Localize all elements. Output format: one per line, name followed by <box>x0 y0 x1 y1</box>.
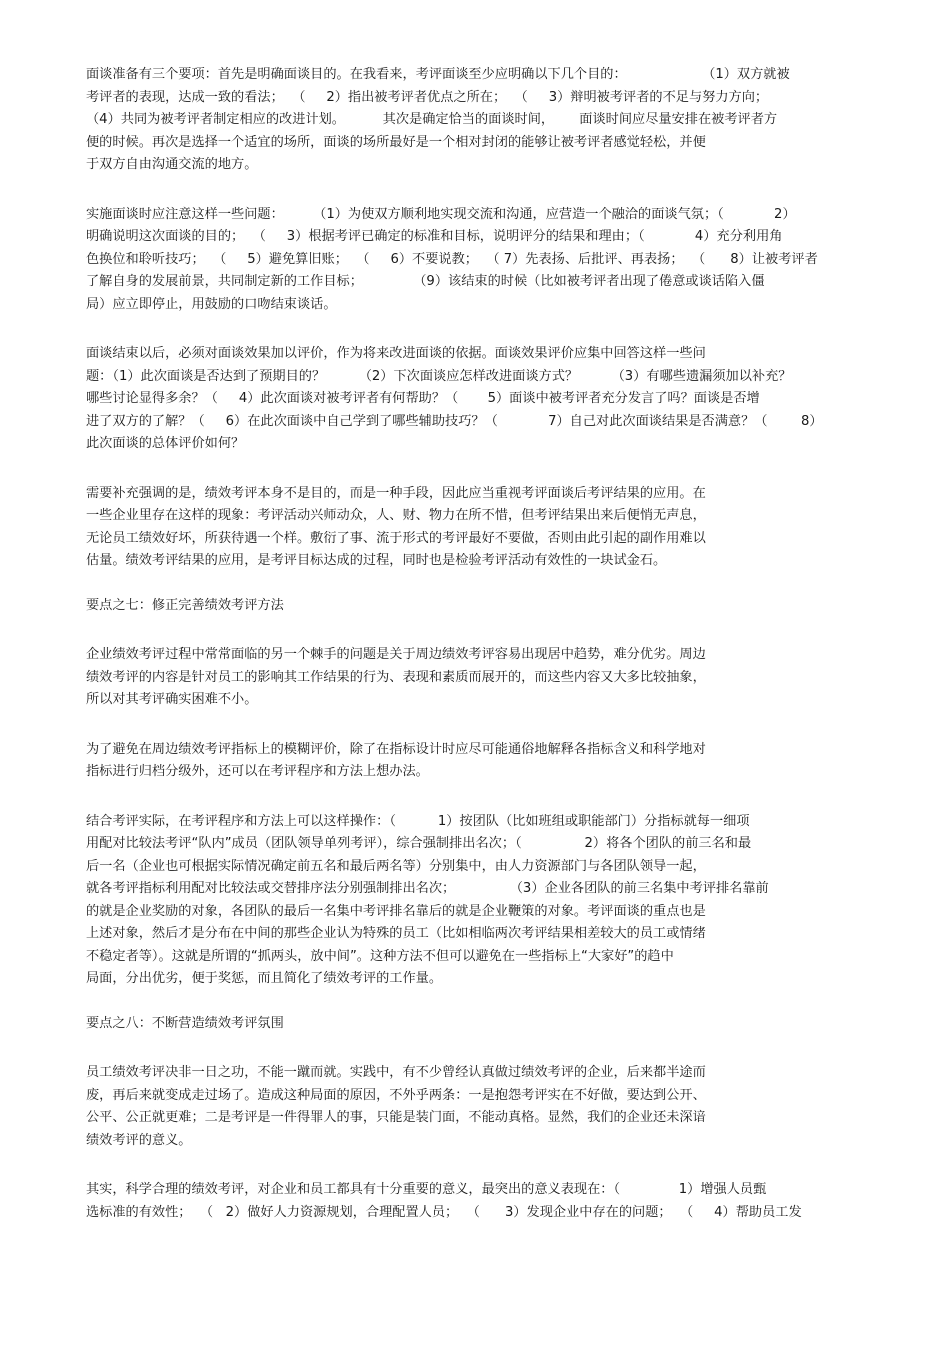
text-line: 无论员工绩效好坏，所获待遇一个样。敷衍了事、流于形式的考评最好不要做，否则由此引起的副作用难以 <box>86 530 706 546</box>
paragraph-interview-evaluation <box>86 343 876 456</box>
text-line: 需要补充强调的是，绩效考评本身不是目的，而是一种手段，因此应当重视考评面谈后考评结果的应用。在 <box>86 485 706 501</box>
text-line: 便的时候。再次是选择一个适宜的场所，面谈的场所最好是一个相对封闭的能够让被考评者感觉轻松，并便 <box>86 134 706 150</box>
text-line: 一些企业里存在这样的现象：考评活动兴师动众，人、财、物力在所不惜，但考评结果出来后便悄无声息， <box>86 508 706 523</box>
paragraph-central-tendency <box>86 644 876 712</box>
section-heading-7 <box>86 595 876 618</box>
text-line: 面谈结束以后，必须对面谈效果加以评价，作为将来改进面谈的依据。面谈效果评价应集中回答这样一些问 <box>86 346 706 361</box>
text-line: 公平、公正就更难；二是考评是一件得罪人的事，只能是装门面，不能动真格。显然，我们的企业还未深谙 <box>86 1110 706 1125</box>
paragraph-interview-preparation <box>86 64 876 177</box>
document-page <box>86 64 876 1224</box>
text-line: 结合考评实际，在考评程序和方法上可以这样操作：（ 1）按团队（比如班组或职能部门）分指标就每一细项 <box>86 813 750 829</box>
text-line: 企业绩效考评过程中常常面临的另一个棘手的问题是关于周边绩效考评容易出现居中趋势，难分优劣。周边 <box>86 647 706 662</box>
text-line: 了解自身的发展前景，共同制定新的工作目标； （9）该结束的时候（比如被考评者出现了倦意或谈话陷入僵 <box>86 274 765 289</box>
section-heading-8 <box>86 1013 876 1036</box>
paragraph-evaluation-significance <box>86 1179 876 1224</box>
text-line: 局面，分出优劣，便于奖惩，而且简化了绩效考评的工作量。 <box>86 971 443 986</box>
text-line: 选标准的有效性； （ 2）做好人力资源规划，合理配置人员； （ 3）发现企业中存在的问题； （ 4）帮助员工发 <box>86 1204 802 1220</box>
text-line: 绩效考评的意义。 <box>86 1132 192 1148</box>
text-line: 后一名（企业也可根据实际情况确定前五名和最后两名等）分别集中，由人力资源部门与各团队领导一起， <box>86 858 706 874</box>
text-line: 哪些讨论显得多余？（ 4）此次面谈对被考评者有何帮助？（ 5）面谈中被考评者充分发言了吗？面谈是否增 <box>86 391 760 406</box>
text-line: 为了避免在周边绩效考评指标上的模糊评价，除了在指标设计时应尽可能通俗地解释各指标含义和科学地对 <box>86 741 706 757</box>
section-heading-text: 要点之八：不断营造绩效考评氛围 <box>86 1015 284 1031</box>
text-line: 明确说明这次面谈的目的； （ 3）根据考评已确定的标准和目标，说明评分的结果和理由；（ 4）充分利用角 <box>86 229 783 244</box>
text-line: 面谈准备有三个要项：首先是明确面谈目的。在我看来，考评面谈至少应明确以下几个目的： （1）双方就被 <box>86 67 790 82</box>
text-line: 于双方自由沟通交流的地方。 <box>86 157 258 172</box>
text-line: 色换位和聆听技巧； （ 5）避免算旧账； （ 6）不要说教； （ 7）先表扬、后批评、再表扬； （ 8）让被考评者 <box>86 251 818 267</box>
text-line: 所以对其考评确实困难不小。 <box>86 692 258 707</box>
section-heading-text: 要点之七：修正完善绩效考评方法 <box>86 597 284 613</box>
text-line: 员工绩效考评决非一日之功，不能一蹴而就。实践中，有不少曾经认真做过绩效考评的企业，后来都半途而 <box>86 1065 706 1080</box>
text-line: 上述对象，然后才是分布在中间的那些企业认为特殊的员工（比如相临两次考评结果相差较大的员工或情绪 <box>86 926 706 941</box>
text-line: 局）应立即停止，用鼓励的口吻结束谈话。 <box>86 296 337 312</box>
text-line: 题：（1）此次面谈是否达到了预期目的？ （2）下次面谈应怎样改进面谈方式？ （3）有哪些遗漏须加以补充？ <box>86 368 792 384</box>
text-line: （4）共同为被考评者制定相应的改进计划。 其次是确定恰当的面谈时间， 面谈时间应尽量安排在被考评者方 <box>86 112 778 127</box>
paragraph-evaluation-atmosphere <box>86 1062 876 1152</box>
text-line: 考评者的表现，达成一致的看法； （ 2）指出被考评者优点之所在； （ 3）辩明被考评者的不足与努力方向； <box>86 89 769 105</box>
text-line: 进了双方的了解？（ 6）在此次面谈中自己学到了哪些辅助技巧？（ 7）自己对此次面谈结果是否满意？（ 8） <box>86 413 823 429</box>
text-line: 估量。绩效考评结果的应用，是考评目标达成的过程，同时也是检验考评活动有效性的一块试金石。 <box>86 553 667 568</box>
paragraph-interview-implementation <box>86 204 876 317</box>
text-line: 实施面谈时应注意这样一些问题： （1）为使双方顺利地实现交流和沟通，应营造一个融洽的面谈气氛；（ 2） <box>86 206 796 222</box>
text-line: 此次面谈的总体评价如何？ <box>86 436 245 451</box>
paragraph-avoid-fuzzy-evaluation <box>86 739 876 784</box>
text-line: 其实，科学合理的绩效考评，对企业和员工都具有十分重要的意义，最突出的意义表现在：（ 1）增强人员甄 <box>86 1182 767 1197</box>
text-line: 不稳定者等）。这就是所谓的“抓两头，放中间”。这种方法不但可以避免在一些指标上“大家好”的趋中 <box>86 948 674 964</box>
text-line: 指标进行归档分级外，还可以在考评程序和方法上想办法。 <box>86 764 429 779</box>
text-line: 的就是企业奖励的对象，各团队的最后一名集中考评排名靠后的就是企业鞭策的对象。考评面谈的重点也是 <box>86 903 706 919</box>
paragraph-result-application <box>86 483 876 573</box>
text-line: 绩效考评的内容是针对员工的影响其工作结果的行为、表现和素质而展开的，而这些内容又大多比较抽象， <box>86 669 706 685</box>
paragraph-operation-procedure <box>86 811 876 991</box>
text-line: 用配对比较法考评“队内”成员（团队领导单列考评），综合强制排出名次；（ 2）将各个团队的前三名和最 <box>86 836 752 851</box>
text-line: 就各考评指标利用配对比较法或交替排序法分别强制排出名次； （3）企业各团队的前三名集中考评排名靠前 <box>86 881 769 896</box>
text-line: 废，再后来就变成走过场了。造成这种局面的原因，不外乎两条：一是抱怨考评实在不好做，要达到公开、 <box>86 1087 706 1103</box>
